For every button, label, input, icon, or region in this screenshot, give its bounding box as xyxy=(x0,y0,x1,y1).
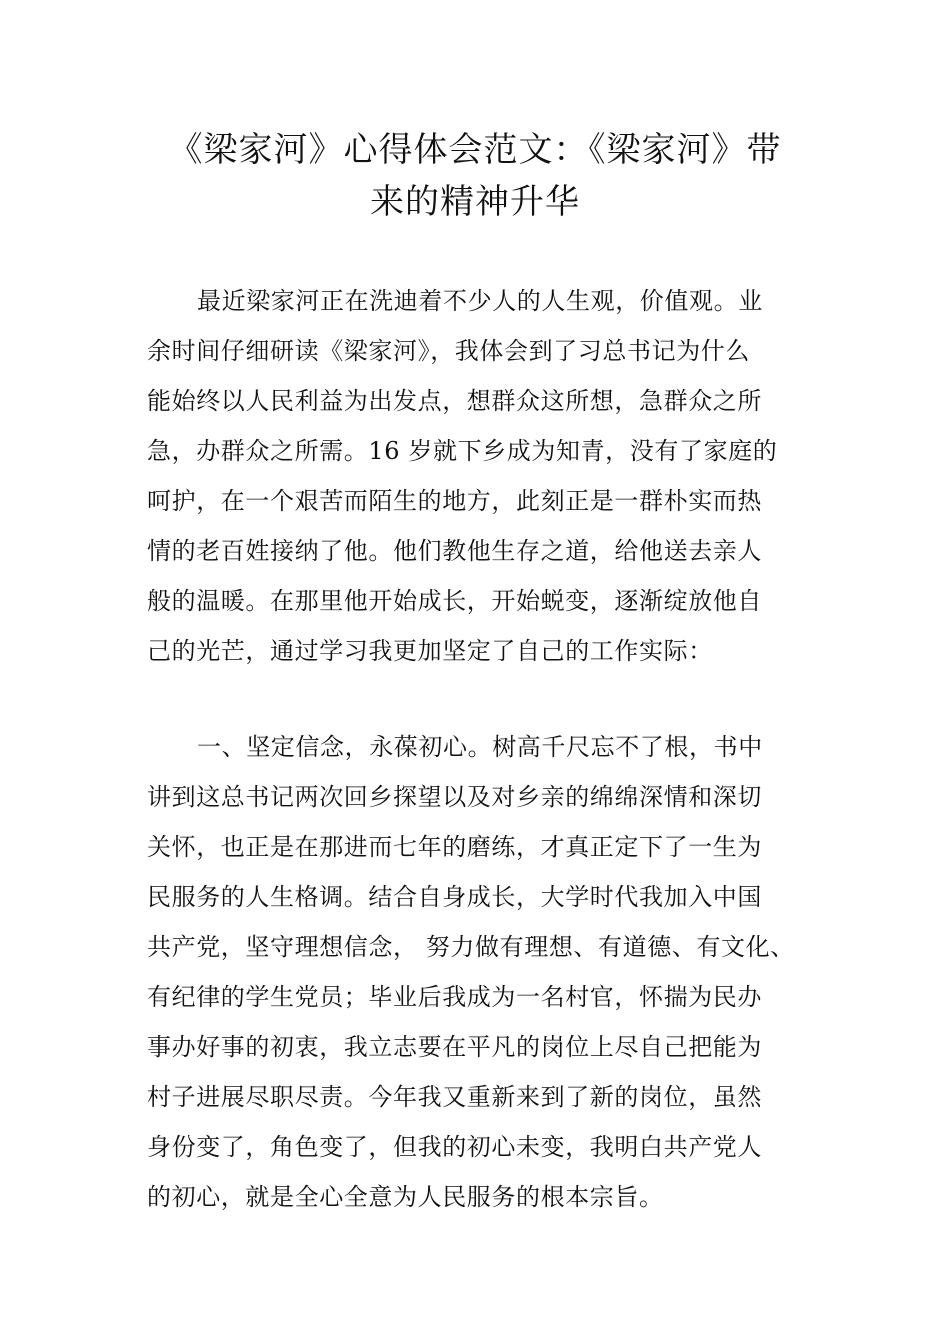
paragraph-line: 己的光芒，通过学习我更加坚定了自己的工作实际： xyxy=(147,637,713,665)
paragraph-line: 般的温暖。在那里他开始成长，开始蜕变，逐渐绽放他自 xyxy=(147,587,762,615)
paragraph-intro xyxy=(147,276,797,676)
paragraph-line: 事办好事的初衷，我立志要在平凡的岗位上尽自己把能为 xyxy=(147,1033,762,1061)
paragraph-line: 呵护，在一个艰苦而陌生的地方，此刻正是一群朴实而热 xyxy=(147,487,762,515)
paragraph-line: 讲到这总书记两次回乡探望以及对乡亲的绵绵深情和深切 xyxy=(147,783,762,811)
paragraph-line: 一、坚定信念，永葆初心。树高千尺忘不了根，书中 xyxy=(197,733,763,761)
paragraph-line: 最近梁家河正在洗迪着不少人的人生观，价值观。业 xyxy=(197,287,763,315)
paragraph-line: 民服务的人生格调。结合自身成长，大学时代我加入中国 xyxy=(147,883,762,911)
paragraph-line: 余时间仔细研读《梁家河》，我体会到了习总书记为什么 xyxy=(147,337,750,365)
paragraph-line: 有纪律的学生党员；毕业后我成为一名村官，怀揣为民办 xyxy=(147,983,762,1011)
paragraph-line: 急，办群众之所需。16 岁就下乡成为知青，没有了家庭的 xyxy=(147,437,778,465)
title-line-2: 来的精神升华 xyxy=(370,182,580,222)
document-title xyxy=(120,124,830,228)
paragraph-line: 情的老百姓接纳了他。他们教他生存之道，给他送去亲人 xyxy=(147,537,762,565)
paragraph-line: 村子进展尽职尽责。今年我又重新来到了新的岗位，虽然 xyxy=(147,1083,762,1111)
paragraph-line: 能始终以人民利益为出发点，想群众这所想，急群众之所 xyxy=(147,387,762,415)
title-line-1: 《梁家河》心得体会范文：《梁家河》带 xyxy=(168,130,782,170)
paragraph-line: 身份变了，角色变了，但我的初心未变，我明白共产党人 xyxy=(147,1133,762,1161)
paragraph-line: 关怀，也正是在那进而七年的磨练，才真正定下了一生为 xyxy=(147,833,762,861)
paragraph-line: 的初心，就是全心全意为人民服务的根本宗旨。 xyxy=(147,1183,664,1211)
paragraph-section-one xyxy=(147,722,797,1222)
paragraph-line: 共产党，坚守理想信念， 努力做有理想、有道德、有文化、 xyxy=(147,933,795,961)
